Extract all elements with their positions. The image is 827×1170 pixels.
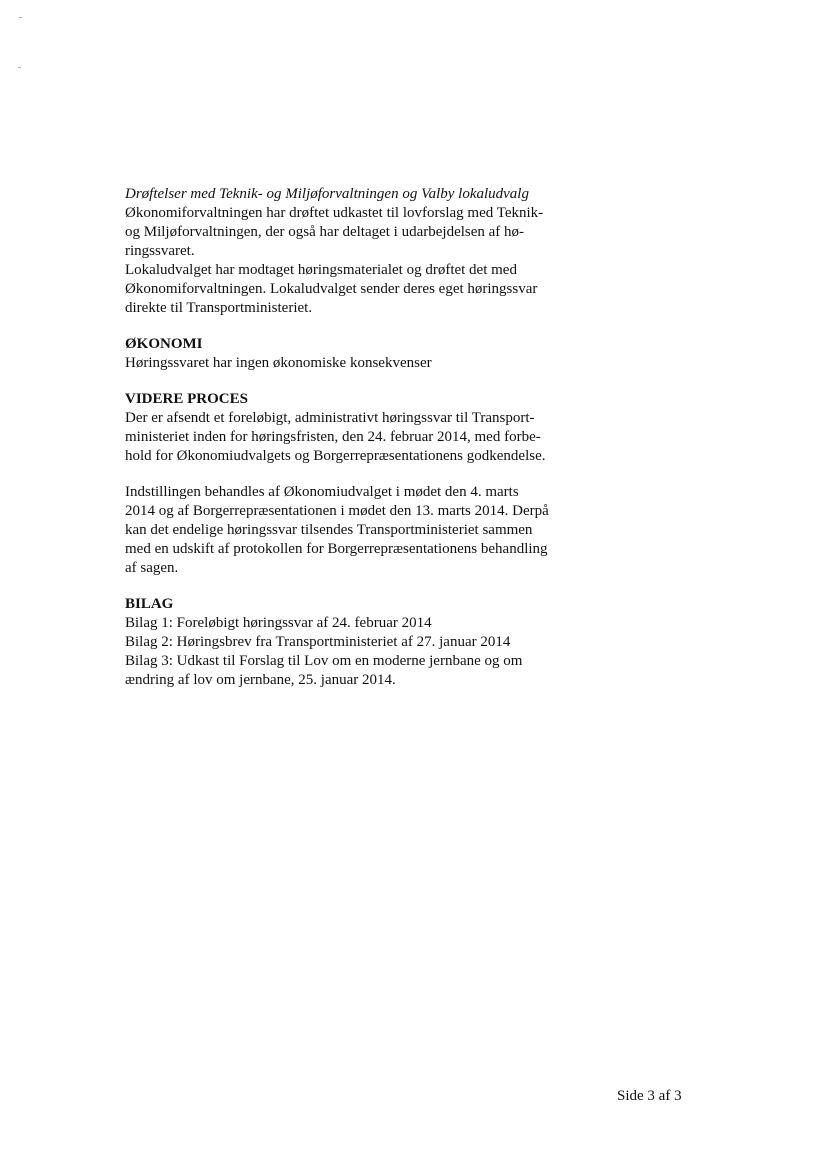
attachment-item: Bilag 2: Høringsbrev fra Transportministeriet af 27. januar 2014 bbox=[125, 634, 511, 650]
body-line: ministeriet inden for høringsfristen, den 24. februar 2014, med forbe- bbox=[125, 429, 541, 445]
body-line: af sagen. bbox=[125, 560, 179, 576]
body-line: kan det endelige høringssvar tilsendes Transportministeriet sammen bbox=[125, 522, 533, 538]
attachment-item: ændring af lov om jernbane, 25. januar 2014. bbox=[125, 672, 396, 688]
body-line: Der er afsendt et foreløbigt, administrativt høringssvar til Transport- bbox=[125, 410, 535, 426]
scan-speck bbox=[18, 67, 21, 68]
body-line: hold for Økonomiudvalgets og Borgerrepræsentationens godkendelse. bbox=[125, 448, 546, 464]
body-line: ringssvaret. bbox=[125, 243, 195, 259]
body-line: 2014 og af Borgerrepræsentationen i mødet den 13. marts 2014. Derpå bbox=[125, 503, 549, 519]
attachments-heading: BILAG bbox=[125, 596, 174, 612]
consultation-title: Drøftelser med Teknik- og Miljøforvaltningen og Valby lokaludvalg bbox=[125, 186, 529, 202]
document-body bbox=[125, 185, 595, 690]
section-spacer bbox=[125, 578, 595, 595]
economy-heading: ØKONOMI bbox=[125, 336, 203, 352]
consultation-section bbox=[125, 185, 595, 318]
body-line: og Miljøforvaltningen, der også har deltaget i udarbejdelsen af hø- bbox=[125, 224, 525, 240]
body-line: direkte til Transportministeriet. bbox=[125, 300, 313, 316]
body-line: med en udskift af protokollen for Borgerrepræsentationens behandling bbox=[125, 541, 548, 557]
attachment-item: Bilag 3: Udkast til Forslag til Lov om en moderne jernbane og om bbox=[125, 653, 523, 669]
section-spacer bbox=[125, 318, 595, 335]
attachments-section bbox=[125, 595, 595, 690]
body-line: Økonomiforvaltningen. Lokaludvalget sender deres eget høringssvar bbox=[125, 281, 538, 297]
process-section bbox=[125, 390, 595, 578]
scan-speck bbox=[19, 17, 22, 18]
paragraph-spacer bbox=[125, 466, 595, 483]
body-line: Høringssvaret har ingen økonomiske konsekvenser bbox=[125, 355, 432, 371]
attachment-item: Bilag 1: Foreløbigt høringssvar af 24. februar 2014 bbox=[125, 615, 432, 631]
section-spacer bbox=[125, 373, 595, 390]
body-line: Indstillingen behandles af Økonomiudvalget i mødet den 4. marts bbox=[125, 484, 519, 500]
body-line: Lokaludvalget har modtaget høringsmaterialet og drøftet det med bbox=[125, 262, 517, 278]
economy-section bbox=[125, 335, 595, 373]
process-heading: VIDERE PROCES bbox=[125, 391, 248, 407]
page-number: Side 3 af 3 bbox=[617, 1088, 682, 1104]
body-line: Økonomiforvaltningen har drøftet udkastet til lovforslag med Teknik- bbox=[125, 205, 544, 221]
